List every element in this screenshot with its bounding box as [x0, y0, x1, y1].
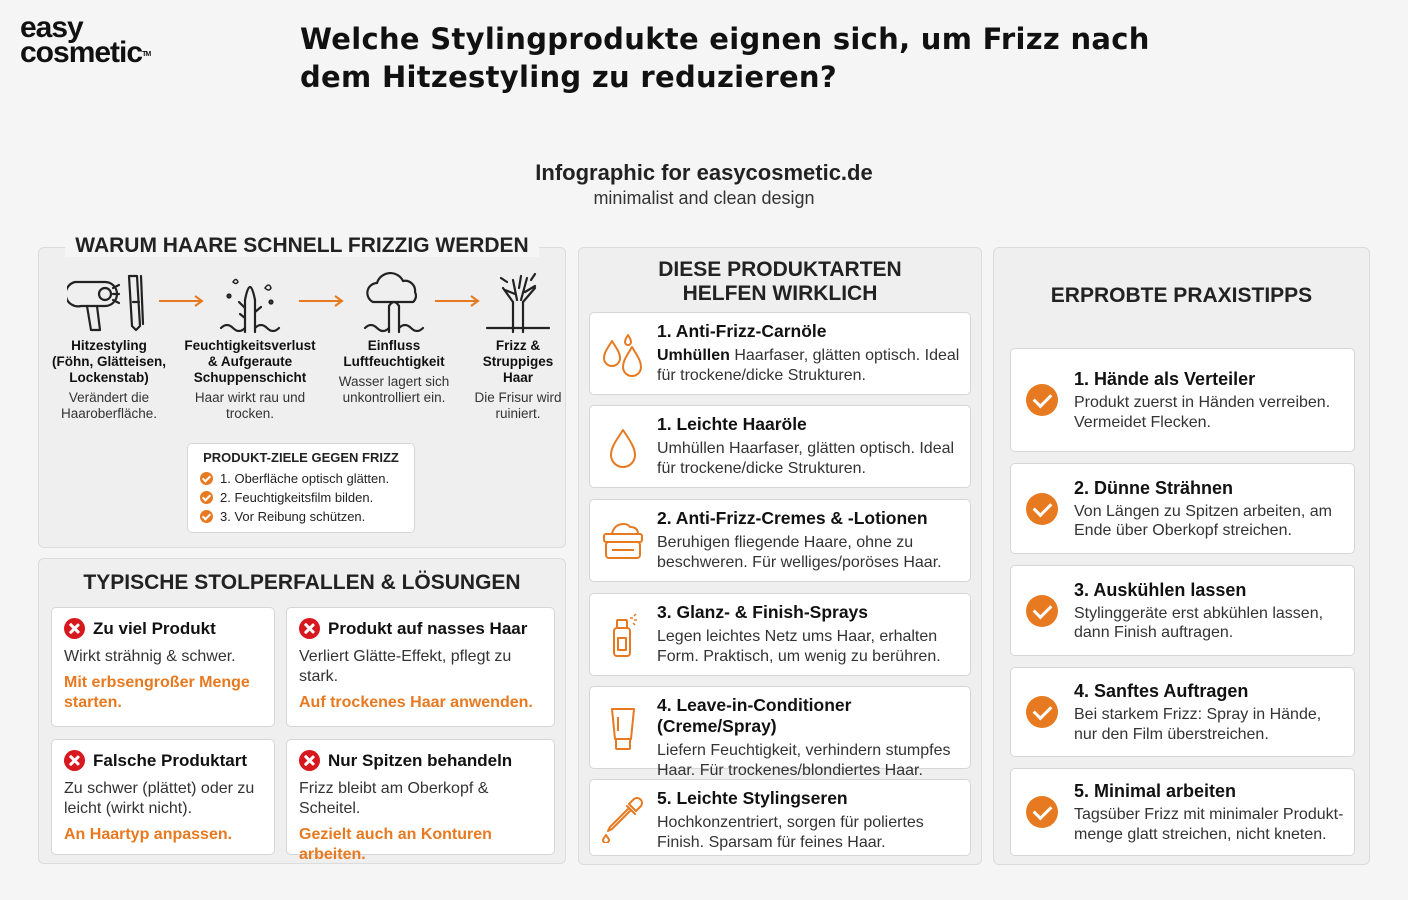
product-types-panel [578, 247, 982, 865]
pitfall-solution: An Haartyp anpassen. [64, 826, 233, 843]
product-card [589, 686, 971, 779]
check-icon [200, 472, 213, 485]
cream-jar-icon [598, 516, 648, 566]
goal-item: 3. Vor Reibung schützen. [200, 507, 402, 526]
tip-title: 3. Auskühlen lassen [1074, 579, 1247, 600]
product-name: 1. Leichte Haaröle [657, 414, 807, 434]
oil-drops-icon [598, 329, 648, 379]
tip-card [1010, 463, 1355, 554]
why-frizz-panel [38, 234, 566, 548]
product-desc: Liefern Feuchtigkeit, verhindern stumpfes Haar. Für trockenes/blondiertes Haar. [657, 742, 951, 779]
pitfall-desc: Verliert Glätte-Effekt, pflegt zu stark. [299, 648, 512, 685]
check-circle-icon [1026, 493, 1058, 525]
step-desc: Die Frisur wird ruiniert. [474, 390, 562, 421]
tip-title: 5. Minimal arbeiten [1074, 781, 1237, 801]
product-desc: Umhüllen Haarfaser, glätten optisch. Ideal für trockene/dicke Strukturen. [657, 347, 960, 384]
pitfall-title: Falsche Produktart [93, 750, 247, 770]
check-circle-icon [1026, 384, 1058, 416]
product-card [589, 405, 971, 488]
check-circle-icon [1026, 595, 1058, 627]
pitfall-solution: Mit erbsengroßer Menge starten. [64, 674, 250, 711]
pitfall-card [286, 739, 555, 863]
check-icon [200, 491, 213, 504]
tip-desc: Bei starkem Frizz: Spray in Hände, nur den Film überstreichen. [1074, 706, 1322, 743]
pitfall-desc: Frizz bleibt am Oberkopf & Scheitel. [299, 780, 489, 817]
why-frizz-title: WARUM HAARE SCHNELL FRIZZIG WERDEN [39, 234, 565, 258]
logo-line-1: easy [20, 11, 83, 44]
goal-item: 1. Oberfläche optisch glätten. [200, 469, 402, 488]
frizzy-hair-icon [483, 272, 553, 334]
pitfall-card [51, 607, 275, 727]
step-heat-styling [49, 272, 169, 422]
product-card [589, 312, 971, 395]
step-title: Hitzestyling (Föhn, Glätteisen, Lockenstab) [51, 338, 166, 385]
infographic-subtitle: Infographic for easycosmetic.de [535, 160, 873, 185]
tip-title: 4. Sanftes Auftragen [1074, 681, 1249, 701]
pitfall-desc: Zu schwer (plättet) oder zu leicht (wirkt nicht). [64, 780, 255, 817]
product-desc: Hochkonzentriert, sorgen für poliertes Finish. Sparsam für feines Haar. [657, 814, 924, 851]
pitfall-solution: Auf trockenes Haar anwenden. [299, 694, 533, 711]
pitfall-title: Zu viel Produkt [93, 618, 216, 638]
infographic-tagline: minimalist and clean design [593, 188, 815, 208]
product-name: 5. Leichte Stylingseren [657, 788, 848, 808]
error-x-icon [299, 750, 320, 771]
tip-desc: Produkt zuerst in Händen verreiben. Vermeidet Flecken. [1074, 394, 1331, 431]
tube-icon [598, 703, 648, 753]
product-name: 4. Leave-in-Conditioner (Creme/Spray) [657, 695, 852, 736]
step-humidity [325, 272, 463, 406]
product-desc: Umhüllen Haarfaser, glätten optisch. Ideal für trockene/dicke Strukturen. [657, 440, 955, 477]
humidity-cloud-icon [359, 272, 429, 334]
page-title: Welche Stylingprodukte eignen sich, um Frizz nach dem Hitzestyling zu reduzieren? [300, 22, 1150, 94]
pitfalls-title: TYPISCHE STOLPERFALLEN & LÖSUNGEN [83, 571, 521, 594]
pitfalls-panel [38, 558, 566, 864]
step-desc: Haar wirkt rau und trocken. [194, 390, 306, 421]
logo-line-2: cosmetic™ [20, 36, 151, 69]
check-icon [200, 510, 213, 523]
practice-tips-panel [993, 247, 1370, 865]
product-types-title: DIESE PRODUKTARTEN HELFEN WIRKLICH [658, 258, 902, 305]
pitfall-card [51, 739, 275, 855]
step-title: Einfluss Luftfeuchtigkeit [343, 338, 445, 369]
tip-card [1010, 667, 1355, 757]
product-goals-box [187, 443, 415, 533]
product-desc: Legen leichtes Netz ums Haar, erhalten Form. Praktisch, um wenig zu berühren. [657, 628, 941, 665]
check-circle-icon [1026, 796, 1058, 828]
step-desc: Verändert die Haaroberfläche. [60, 390, 158, 421]
product-card [589, 593, 971, 676]
error-x-icon [299, 618, 320, 639]
tip-desc: Tagsüber Frizz mit minimaler Produkt-menge glatt streichen, nicht kneten. [1074, 806, 1344, 843]
tip-card [1010, 768, 1355, 856]
error-x-icon [64, 618, 85, 639]
product-card [589, 779, 971, 856]
check-circle-icon [1026, 696, 1058, 728]
spray-bottle-icon [598, 610, 648, 660]
hairdryer-straightener-icon [67, 272, 151, 334]
oil-drop-icon [598, 422, 648, 472]
tip-desc: Stylinggeräte erst abkühlen lassen, dann Finish auftragen. [1074, 604, 1324, 641]
easycosmetic-logo [20, 11, 151, 69]
dropper-icon [598, 793, 648, 843]
product-name: 3. Glanz- & Finish-Sprays [657, 602, 869, 622]
pitfall-title: Produkt auf nasses Haar [328, 618, 528, 638]
tip-title: 1. Hände als Verteiler [1074, 369, 1256, 389]
product-desc: Beruhigen fliegende Haare, ohne zu beschweren. Für welliges/poröses Haar. [657, 534, 942, 571]
step-desc: Wasser lagert sich unkontrolliert ein. [338, 374, 450, 405]
pitfall-card [286, 607, 555, 727]
tip-card [1010, 348, 1355, 452]
tip-title: 2. Dünne Strähnen [1074, 477, 1234, 498]
step-title: Feuchtigkeitsverlust & Aufgeraute Schuppenschicht [184, 338, 316, 385]
product-name: 2. Anti-Frizz-Cremes & -Lotionen [657, 508, 928, 528]
product-goals-title: PRODUKT-ZIELE GEGEN FRIZZ [203, 450, 399, 465]
hair-strand-moisture-loss-icon [215, 272, 285, 334]
tip-desc: Von Längen zu Spitzen arbeiten, am Ende über Oberkopf streichen. [1074, 502, 1332, 539]
pitfall-desc: Wirkt strähnig & schwer. [64, 648, 236, 665]
practice-tips-title: ERPROBTE PRAXISTIPPS [1050, 284, 1313, 307]
error-x-icon [64, 750, 85, 771]
pitfall-solution: Gezielt auch an Konturen arbeiten. [299, 826, 492, 863]
tip-card [1010, 565, 1355, 656]
goal-item: 2. Feuchtigkeitsfilm bilden. [200, 488, 402, 507]
product-name: 1. Anti-Frizz-Carnöle [657, 321, 827, 341]
pitfall-title: Nur Spitzen behandeln [328, 750, 513, 770]
step-title: Frizz & Struppiges Haar [482, 338, 554, 385]
step-frizzy-hair [473, 272, 563, 422]
product-card [589, 499, 971, 582]
